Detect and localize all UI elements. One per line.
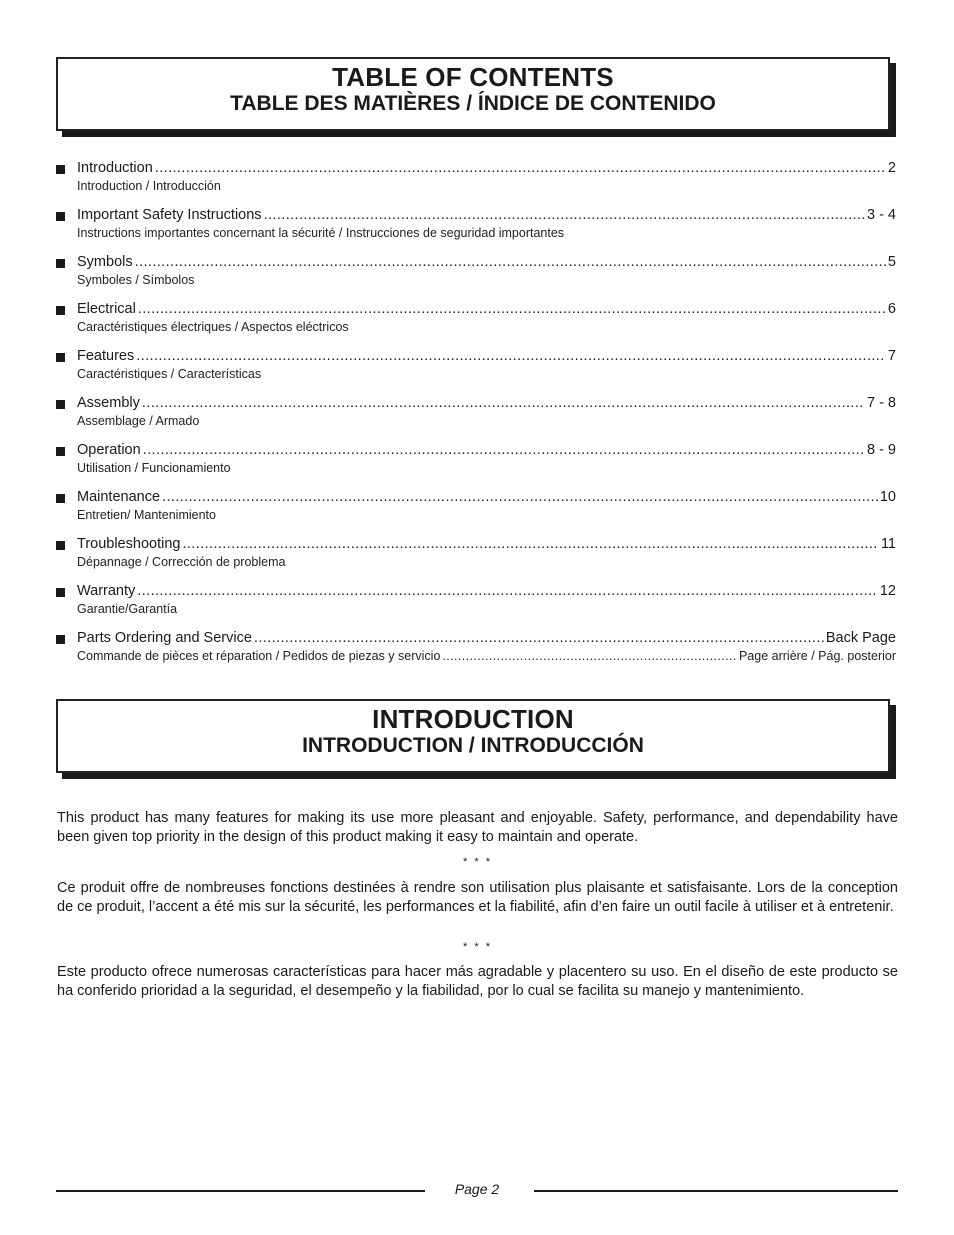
separator-1: * * * <box>463 856 492 868</box>
dot-leader <box>162 488 878 506</box>
toc-entry-label: Maintenance <box>77 489 161 505</box>
toc-entry <box>56 393 896 440</box>
toc-entry-label: Introduction <box>77 160 153 176</box>
toc-entry <box>56 628 896 675</box>
toc-title: TABLE OF CONTENTS <box>332 62 614 92</box>
toc-entry-page: 5 <box>887 254 896 270</box>
toc-entry-translation: Dépannage / Corrección de problema <box>77 555 286 569</box>
toc-entry-translation: Instructions importantes concernant la sécurité / Instrucciones de seguridad importantes <box>77 226 565 240</box>
toc-entry <box>56 487 896 534</box>
dot-leader <box>142 394 865 412</box>
square-bullet-icon <box>56 259 65 268</box>
intro-paragraph-english: This product has many features for making its use more pleasant and enjoyable. Safety, performance, and dependability have been given top priority in the design of this product making it easy to maintain and operate. <box>57 810 898 845</box>
toc-entry-page: 7 <box>887 348 896 364</box>
toc-entry-page: 3 - 4 <box>866 207 896 223</box>
toc-entry-page: 8 - 9 <box>866 442 896 458</box>
square-bullet-icon <box>56 306 65 315</box>
page-number: Page 2 <box>454 1181 500 1197</box>
square-bullet-icon <box>56 635 65 644</box>
intro-paragraph-spanish: Este producto ofrece numerosas características para hacer más agradable y placentero su uso. En el diseño de este producto se ha conferido prioridad a la seguridad, el desempeño y la fiabilidad, por lo cual se facilita su manejo y mantenimiento. <box>57 964 898 999</box>
toc-entry-label: Warranty <box>77 583 136 599</box>
dot-leader <box>135 253 886 271</box>
toc-entry-translation: Commande de pièces et réparation / Pedidos de piezas y servicio <box>77 649 441 663</box>
toc-entry <box>56 205 896 252</box>
square-bullet-icon <box>56 165 65 174</box>
dot-leader <box>254 629 824 647</box>
dot-leader <box>143 441 865 459</box>
intro-subtitle: INTRODUCTION / INTRODUCCIÓN <box>302 734 644 757</box>
toc-entry-translation: Assemblage / Armado <box>77 414 200 428</box>
dot-leader <box>155 159 886 177</box>
separator-2: * * * <box>463 941 492 953</box>
square-bullet-icon <box>56 212 65 221</box>
toc-entry <box>56 158 896 205</box>
toc-title-box <box>56 57 890 131</box>
toc-entry <box>56 581 896 628</box>
toc-entry-label: Operation <box>77 442 141 458</box>
dot-leader <box>136 347 886 365</box>
dot-leader <box>137 582 878 600</box>
toc-entry-translation: Utilisation / Funcionamiento <box>77 461 231 475</box>
toc-entry-label: Important Safety Instructions <box>77 207 262 223</box>
toc-entry-page: 12 <box>879 583 896 599</box>
footer-rule-left <box>56 1190 425 1192</box>
intro-title-box <box>56 699 890 773</box>
toc-entry-translation: Caractéristiques / Características <box>77 367 262 381</box>
toc-entry-page: Back Page <box>825 630 896 646</box>
toc-entry-label: Parts Ordering and Service <box>77 630 252 646</box>
toc-entry-page: 11 <box>880 536 896 552</box>
toc-entry-label: Troubleshooting <box>77 536 181 552</box>
toc-entry-translation: Entretien/ Mantenimiento <box>77 508 216 522</box>
square-bullet-icon <box>56 541 65 550</box>
toc-entry-page: 10 <box>879 489 896 505</box>
toc-entry <box>56 534 896 581</box>
square-bullet-icon <box>56 400 65 409</box>
toc-entry-translation-page: Page arrière / Pág. posterior <box>738 649 896 663</box>
toc-entry-page: 7 - 8 <box>866 395 896 411</box>
toc-entry-label: Electrical <box>77 301 136 317</box>
toc-list <box>56 158 896 675</box>
toc-entry <box>56 252 896 299</box>
toc-entry <box>56 299 896 346</box>
toc-entry-label: Assembly <box>77 395 140 411</box>
intro-title: INTRODUCTION <box>372 704 574 734</box>
toc-entry <box>56 440 896 487</box>
square-bullet-icon <box>56 353 65 362</box>
toc-entry-page: 2 <box>887 160 896 176</box>
intro-paragraph-french: Ce produit offre de nombreuses fonctions destinées à rendre son utilisation plus plaisante et satisfaisante. Lors de la conception de ce produit, l’accent a été mis sur la sécurité, les performances et la fiabilité, afin d’en faire un outil facile à utiliser et à entretenir. <box>57 880 898 915</box>
square-bullet-icon <box>56 447 65 456</box>
toc-entry-translation: Caractéristiques électriques / Aspectos eléctricos <box>77 320 349 334</box>
dot-leader <box>138 300 886 318</box>
toc-entry-translation: Garantie/Garantía <box>77 602 178 616</box>
square-bullet-icon <box>56 588 65 597</box>
toc-entry-translation: Symboles / Símbolos <box>77 273 195 287</box>
toc-entry-label: Features <box>77 348 135 364</box>
toc-entry <box>56 346 896 393</box>
dot-leader <box>442 649 737 664</box>
toc-entry-translation: Introduction / Introducción <box>77 179 221 193</box>
footer-rule-right <box>534 1190 898 1192</box>
dot-leader <box>182 535 878 553</box>
dot-leader <box>264 206 865 224</box>
toc-subtitle: TABLE DES MATIÈRES / ÍNDICE DE CONTENIDO <box>230 92 716 115</box>
toc-entry-label: Symbols <box>77 254 133 270</box>
square-bullet-icon <box>56 494 65 503</box>
toc-entry-page: 6 <box>887 301 896 317</box>
